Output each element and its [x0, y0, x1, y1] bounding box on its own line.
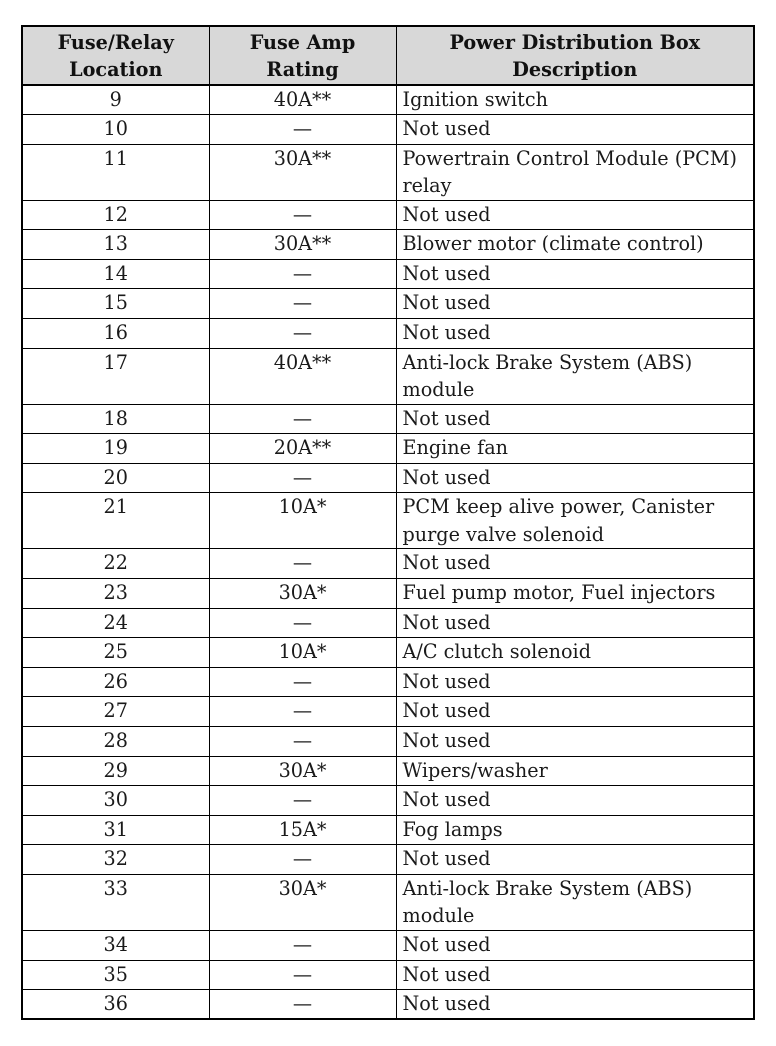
fuse-description-cell: Not used	[396, 289, 754, 319]
fuse-rating-cell: 30A**	[209, 144, 396, 200]
table-row	[22, 930, 754, 960]
fuse-location-cell: 12	[22, 200, 209, 230]
fuse-rating-cell: 30A*	[209, 874, 396, 930]
fuse-location-cell: 18	[22, 404, 209, 434]
fuse-location-cell: 35	[22, 960, 209, 990]
header-description	[396, 26, 754, 85]
fuse-description-cell: Not used	[396, 319, 754, 349]
fuse-rating-cell: —	[209, 319, 396, 349]
table-row	[22, 549, 754, 579]
fuse-rating-cell: —	[209, 289, 396, 319]
fuse-description-cell: Powertrain Control Module (PCM) relay	[396, 144, 754, 200]
fuse-description-cell: Not used	[396, 608, 754, 638]
fuse-description-cell: Not used	[396, 786, 754, 816]
fuse-location-cell: 23	[22, 579, 209, 609]
fuse-table	[21, 25, 755, 1020]
fuse-location-cell: 36	[22, 990, 209, 1020]
fuse-location-cell: 32	[22, 845, 209, 875]
table-row	[22, 144, 754, 200]
table-row	[22, 756, 754, 786]
fuse-description-cell: Not used	[396, 200, 754, 230]
fuse-description-cell: Not used	[396, 667, 754, 697]
header-rating-line1: Fuse Amp	[249, 31, 356, 54]
fuse-location-cell: 13	[22, 230, 209, 260]
fuse-description-cell: Blower motor (climate control)	[396, 230, 754, 260]
table-row	[22, 845, 754, 875]
fuse-location-cell: 27	[22, 697, 209, 727]
table-row	[22, 200, 754, 230]
header-location-line2: Location	[69, 58, 163, 81]
fuse-description-cell: Not used	[396, 259, 754, 289]
fuse-location-cell: 30	[22, 786, 209, 816]
fuse-rating-cell: —	[209, 930, 396, 960]
table-row	[22, 697, 754, 727]
fuse-rating-cell: 40A**	[209, 85, 396, 115]
table-row	[22, 874, 754, 930]
fuse-location-cell: 9	[22, 85, 209, 115]
fuse-description-cell: Not used	[396, 960, 754, 990]
fuse-location-cell: 11	[22, 144, 209, 200]
fuse-rating-cell: 10A*	[209, 493, 396, 549]
table-row	[22, 990, 754, 1020]
table-header-row	[22, 26, 754, 85]
fuse-location-cell: 15	[22, 289, 209, 319]
fuse-description-cell: A/C clutch solenoid	[396, 638, 754, 668]
fuse-location-cell: 33	[22, 874, 209, 930]
fuse-location-cell: 21	[22, 493, 209, 549]
fuse-location-cell: 17	[22, 348, 209, 404]
table-row	[22, 786, 754, 816]
table-row	[22, 434, 754, 464]
table-row	[22, 230, 754, 260]
fuse-description-cell: Anti-lock Brake System (ABS) module	[396, 874, 754, 930]
fuse-rating-cell: —	[209, 549, 396, 579]
table-row	[22, 667, 754, 697]
fuse-location-cell: 20	[22, 463, 209, 493]
fuse-description-cell: Not used	[396, 697, 754, 727]
fuse-location-cell: 29	[22, 756, 209, 786]
fuse-rating-cell: —	[209, 259, 396, 289]
table-row	[22, 579, 754, 609]
fuse-rating-cell: 30A*	[209, 579, 396, 609]
fuse-rating-cell: —	[209, 990, 396, 1020]
header-rating	[209, 26, 396, 85]
fuse-description-cell: Not used	[396, 990, 754, 1020]
fuse-rating-cell: 20A**	[209, 434, 396, 464]
fuse-location-cell: 28	[22, 727, 209, 757]
fuse-rating-cell: —	[209, 608, 396, 638]
fuse-rating-cell: —	[209, 845, 396, 875]
header-rating-line2: Rating	[266, 58, 339, 81]
fuse-location-cell: 26	[22, 667, 209, 697]
fuse-description-cell: Fog lamps	[396, 815, 754, 845]
table-row	[22, 638, 754, 668]
header-description-line1: Power Distribution Box	[449, 31, 701, 54]
fuse-rating-cell: 40A**	[209, 348, 396, 404]
header-description-line2: Description	[512, 58, 638, 81]
fuse-location-cell: 14	[22, 259, 209, 289]
fuse-description-cell: Not used	[396, 727, 754, 757]
table-row	[22, 404, 754, 434]
fuse-rating-cell: —	[209, 697, 396, 727]
fuse-description-cell: PCM keep alive power, Canister purge valve solenoid	[396, 493, 754, 549]
fuse-rating-cell: —	[209, 960, 396, 990]
header-location-line1: Fuse/Relay	[57, 31, 174, 54]
fuse-description-cell: Wipers/washer	[396, 756, 754, 786]
fuse-description-cell: Not used	[396, 845, 754, 875]
table-row	[22, 960, 754, 990]
fuse-description-cell: Ignition switch	[396, 85, 754, 115]
table-row	[22, 85, 754, 115]
table-row	[22, 115, 754, 145]
fuse-description-cell: Not used	[396, 930, 754, 960]
table-row	[22, 493, 754, 549]
table-row	[22, 319, 754, 349]
table-row	[22, 289, 754, 319]
fuse-location-cell: 24	[22, 608, 209, 638]
table-row	[22, 463, 754, 493]
header-location	[22, 26, 209, 85]
fuse-rating-cell: 10A*	[209, 638, 396, 668]
fuse-location-cell: 16	[22, 319, 209, 349]
fuse-rating-cell: —	[209, 463, 396, 493]
fuse-rating-cell: —	[209, 727, 396, 757]
fuse-description-cell: Engine fan	[396, 434, 754, 464]
table-row	[22, 815, 754, 845]
table-row	[22, 727, 754, 757]
table-row	[22, 608, 754, 638]
fuse-rating-cell: —	[209, 667, 396, 697]
table-row	[22, 348, 754, 404]
fuse-rating-cell: 15A*	[209, 815, 396, 845]
fuse-location-cell: 19	[22, 434, 209, 464]
fuse-rating-cell: —	[209, 200, 396, 230]
fuse-description-cell: Not used	[396, 115, 754, 145]
fuse-location-cell: 25	[22, 638, 209, 668]
table-body	[22, 85, 754, 1019]
fuse-description-cell: Fuel pump motor, Fuel injectors	[396, 579, 754, 609]
fuse-rating-cell: —	[209, 115, 396, 145]
fuse-rating-cell: 30A*	[209, 756, 396, 786]
fuse-location-cell: 10	[22, 115, 209, 145]
fuse-location-cell: 34	[22, 930, 209, 960]
fuse-description-cell: Not used	[396, 549, 754, 579]
fuse-description-cell: Not used	[396, 404, 754, 434]
fuse-location-cell: 22	[22, 549, 209, 579]
fuse-location-cell: 31	[22, 815, 209, 845]
fuse-description-cell: Anti-lock Brake System (ABS) module	[396, 348, 754, 404]
fuse-rating-cell: 30A**	[209, 230, 396, 260]
fuse-rating-cell: —	[209, 404, 396, 434]
fuse-description-cell: Not used	[396, 463, 754, 493]
table-row	[22, 259, 754, 289]
fuse-rating-cell: —	[209, 786, 396, 816]
